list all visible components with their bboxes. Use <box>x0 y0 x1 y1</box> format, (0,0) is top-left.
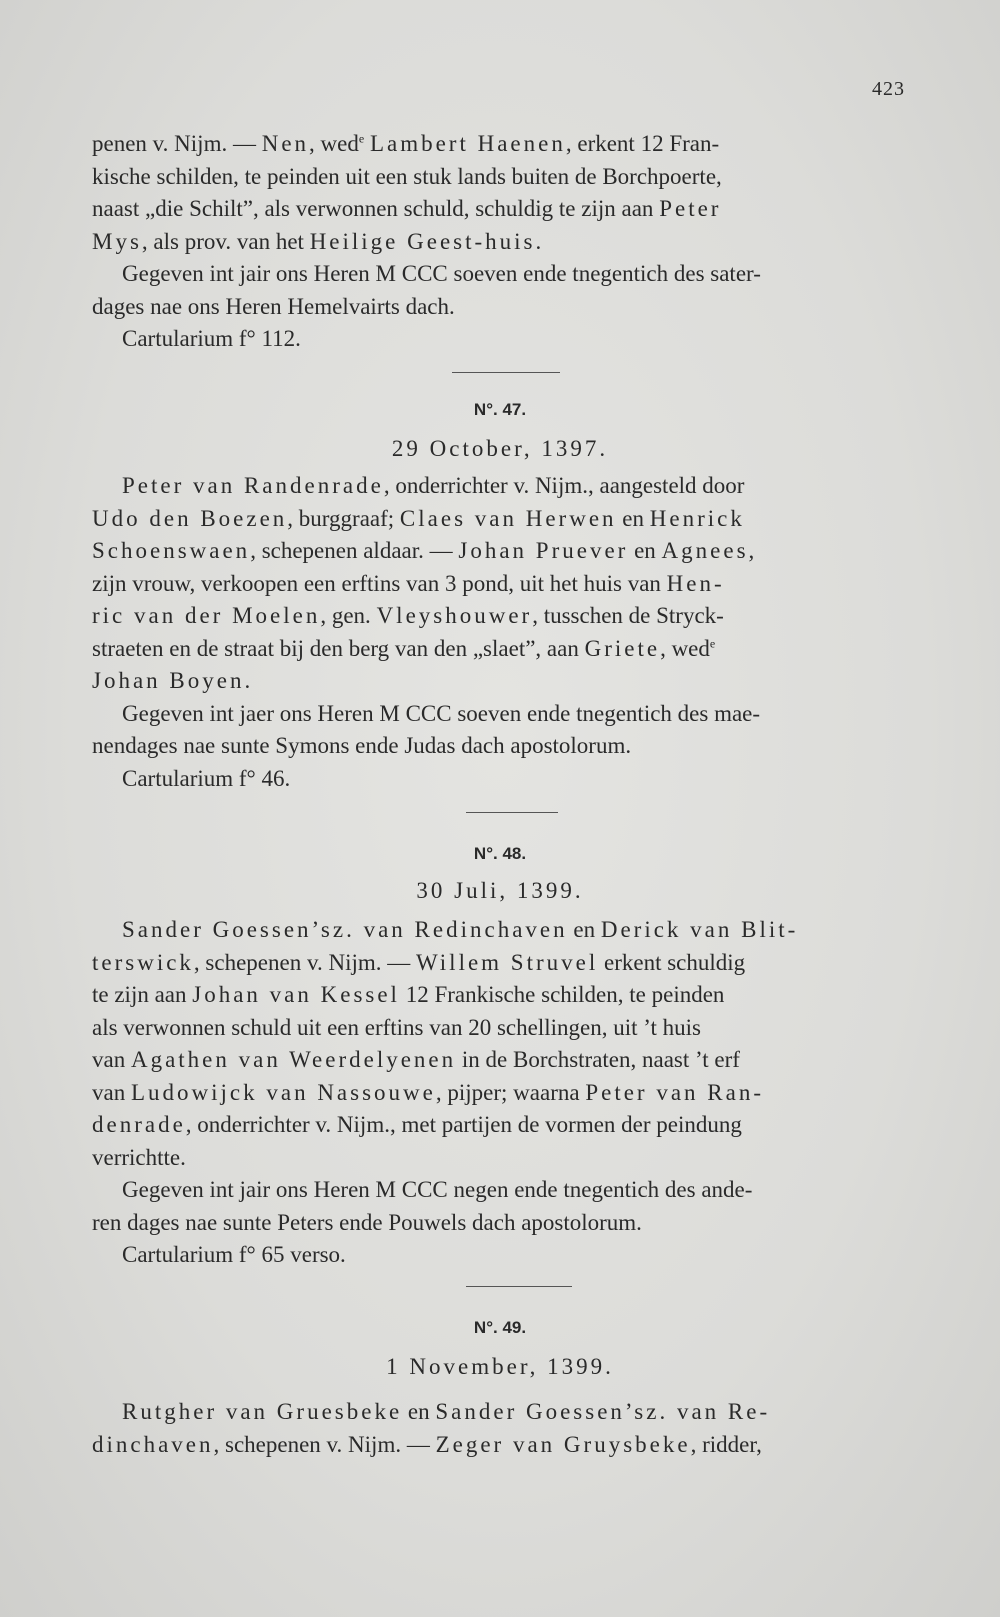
text-line: terswick, schepenen v. Nijm. — Willem Struvel erkent schuldig <box>92 949 746 975</box>
entry-48-text <box>92 914 920 1272</box>
text-line: denrade, onderrichter v. Nijm., met partijen de vormen der peindung <box>92 1112 742 1137</box>
text-line: te zijn aan Johan van Kessel 12 Frankische schilden, te peinden <box>92 982 725 1007</box>
entry-49-text <box>92 1396 920 1461</box>
source-reference: Cartularium f° 65 verso. <box>122 1242 346 1267</box>
text-line: Gegeven int jair ons Heren M CCC soeven ende tnegentich des sater- <box>122 261 761 286</box>
text-line: Schoenswaen, schepenen aldaar. — Johan Pruever en Agnees, <box>92 538 755 563</box>
page-number: 423 <box>872 78 905 100</box>
text-line: dinchaven, schepenen v. Nijm. — Zeger van Gruysbeke, ridder, <box>92 1431 762 1457</box>
text-line: Gegeven int jair ons Heren M CCC negen ende tnegentich des ande- <box>122 1177 753 1202</box>
section-divider <box>466 1286 572 1287</box>
text-line: ric van der Moelen, gen. Vleyshouwer, tusschen de Stryck- <box>92 603 724 628</box>
text-line: Gegeven int jaer ons Heren M CCC soeven ende tnegentich des mae- <box>122 700 761 726</box>
text-line: straeten en de straat bij den berg van den „slaet”, aan Griete, wed$^e$ <box>92 635 716 661</box>
text-line: dages nae ons Heren Hemelvairts dach. <box>92 293 455 319</box>
source-reference: Cartularium f° 112. <box>122 326 301 351</box>
entry-continuation <box>92 128 920 356</box>
text-line: penen v. Nijm. — Nen, wed$^e$ Lambert Haenen, erkent 12 Fran- <box>92 131 720 156</box>
section-divider <box>452 372 560 373</box>
text-line: Udo den Boezen, burggraaf; Claes van Herwen en Henrick <box>92 505 745 531</box>
entry-47-text <box>92 470 920 795</box>
text-line: ren dages nae sunte Peters ende Pouwels dach apostolorum. <box>92 1209 642 1235</box>
entry-number: N°. 49. <box>473 1318 527 1337</box>
text-line: Peter van Randenrade, onderrichter v. Nijm., aangesteld door <box>122 473 745 498</box>
entry-number: N°. 48. <box>473 844 527 863</box>
entry-date: 30 Juli, 1399. <box>416 878 584 903</box>
text-line: van Ludowijck van Nassouwe, pijper; waarna Peter van Ran- <box>92 1079 764 1105</box>
section-divider <box>466 812 558 813</box>
text-line: naast „die Schilt”, als verwonnen schuld, schuldig te zijn aan Peter <box>92 196 722 221</box>
text-line: van Agathen van Weerdelyenen in de Borchstraten, naast ’t erf <box>92 1047 740 1072</box>
text-line: kische schilden, te peinden uit een stuk lands buiten de Borchpoerte, <box>92 163 722 189</box>
text-line: verrichtte. <box>92 1144 186 1170</box>
text-line: zijn vrouw, verkoopen een erftins van 3 pond, uit het huis van Hen- <box>92 570 725 596</box>
text-line: Johan Boyen. <box>92 668 251 693</box>
text-line: Rutgher van Gruesbeke en Sander Goessen’sz. van Re- <box>122 1399 771 1424</box>
entry-number: N°. 47. <box>473 400 527 419</box>
source-reference: Cartularium f° 46. <box>122 765 291 791</box>
entry-date: 29 October, 1397. <box>391 436 609 461</box>
entry-date: 1 November, 1399. <box>386 1354 614 1379</box>
text-line: nendages nae sunte Symons ende Judas dach apostolorum. <box>92 733 632 758</box>
text-line: als verwonnen schuld uit een erftins van 20 schellingen, uit ’t huis <box>92 1014 701 1040</box>
text-line: Sander Goessen’sz. van Redinchaven en Derick van Blit- <box>122 917 799 942</box>
text-line: Mys, als prov. van het Heilige Geest-huis. <box>92 228 542 254</box>
